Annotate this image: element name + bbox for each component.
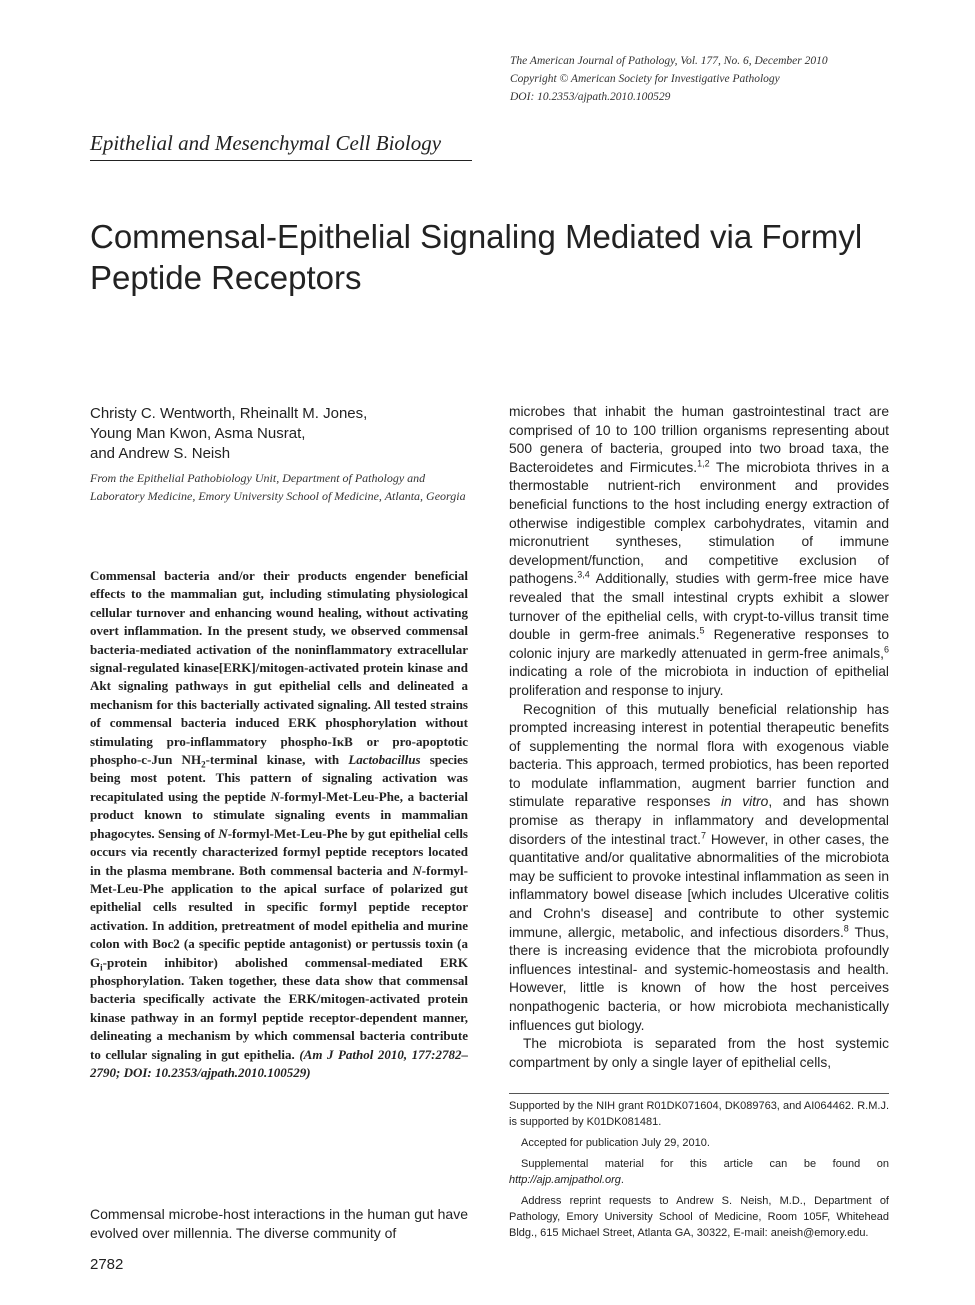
italic-n: N — [270, 788, 280, 804]
body-text: indicating a role of the microbiota in induction of epithelial proliferation and response to injury. — [509, 664, 889, 698]
footnotes — [509, 1098, 889, 1246]
italic-n: N — [412, 862, 422, 878]
species-name: Lactobacillus — [348, 752, 421, 768]
abstract-text: -formyl-Met-Leu-Phe, a bacterial product known to stimulate signaling events in mammalian phagocytes. Sensing of — [90, 788, 468, 841]
section-heading: Epithelial and Mesenchymal Cell Biology — [90, 131, 442, 155]
body-text: Regenerative responses to colonic injury are markedly attenuated in germ-free animals, — [509, 627, 889, 661]
reference-marker: 1,2 — [697, 458, 710, 469]
subscript: 2 — [201, 759, 206, 770]
journal-header — [510, 52, 930, 106]
page-number: 2782 — [90, 1256, 124, 1273]
body-text: microbes that inhabit the human gastrointestinal tract are comprised of 10 to 100 trillion organisms representing about 500 genera of bacteria, grouped into two broad taxa, the Bacteroidetes and Firmicutes. — [509, 404, 889, 475]
abstract-text: species being most potent. This pattern of signaling activation was recapitulated using the peptide — [90, 752, 468, 804]
subscript: i — [100, 962, 103, 973]
footnote-text: . — [620, 1174, 624, 1186]
body-paragraph: The microbiota is separated from the host systemic compartment by only a single layer of epithelial cells, — [509, 1036, 889, 1070]
reference-marker: 5 — [699, 625, 705, 636]
section-underline — [90, 160, 472, 161]
body-text: Thus, there is increasing evidence that the microbiota profoundly influences intestinal- and systemic-homeostasis and health. However, little is known of how the host perceives nonpathogenic bacteria, or how microbiota mechanistically influences gut biology. — [509, 924, 889, 1033]
footnote-text: Supplemental material for this article can be found on — [521, 1158, 889, 1170]
italic-n: N — [218, 825, 228, 841]
abstract-citation: (Am J Pathol 2010, 177:2782–2790; DOI: 10.2353/ajpath.2010.100529) — [90, 1046, 469, 1080]
footnote-supplemental — [509, 1156, 889, 1188]
footnote-accepted: Accepted for publication July 29, 2010. — [521, 1137, 710, 1149]
body-column-right — [509, 403, 889, 1072]
author-line: Young Man Kwon, Asma Nusrat, — [90, 425, 306, 442]
reference-marker: 8 — [843, 923, 849, 934]
article-title: Commensal-Epithelial Signaling Mediated via Formyl Peptide Receptors — [90, 218, 863, 296]
journal-citation: The American Journal of Pathology, Vol. 177, No. 6, December 2010 — [510, 55, 828, 67]
author-line: and Andrew S. Neish — [90, 445, 231, 462]
body-text: The microbiota thrives in a thermostable nutrient-rich environment and provides beneficial functions to the host including energy extraction of otherwise indigestible complex carbohydrates, vitamin and micronutrient syntheses, stimulation of immune development/function, and competitive exclusion of pathogens. — [509, 459, 889, 587]
intro-paragraph: Commensal microbe-host interactions in the human gut have evolved over millennia. The diverse community of — [90, 1206, 468, 1241]
footnote-address: Address reprint requests to Andrew S. Neish, M.D., Department of Pathology, Emory University School of Medicine, Room 105F, Whitehead Bldg., 615 Michael Street, Atlanta GA, 30322, E-mail: aneish@emory.edu. — [509, 1195, 889, 1239]
footnote-support: Supported by the NIH grant R01DK071604, DK089763, and AI064462. R.M.J. is supported by K01DK081481. — [509, 1100, 889, 1128]
abstract — [90, 567, 468, 1082]
abstract-text: Commensal bacteria and/or their products engender beneficial effects to the mammalian gut, including stimulating physiological cellular turnover and enhancing wound healing, without activating overt inflammation. In the present study, we observed commensal bacteria-mediated activation of the noninflammatory extracellular signal-regulated kinase[ERK]/mitogen-activated protein kinase and Akt signaling pathways in gut epithelial cells and delineated a mechanism for this bacterially activated signaling. All tested strains of commensal bacteria induced ERK phosphorylation without stimulating pro-inflammatory phospho-IκB or pro-apoptotic phospho-c-Jun NH — [90, 568, 468, 768]
footnote-divider — [509, 1093, 889, 1094]
body-text: Recognition of this mutually beneficial relationship has prompted increasing interest in potential therapeutic benefits of supplementing the normal flora with exogenous viable bacteria. This approach, termed probiotics, has been reported to modulate inflammation, augment barrier function and stimulate reparative responses — [509, 701, 889, 810]
italic-term: in vitro — [720, 794, 769, 810]
abstract-text: -formyl-Met-Leu-Phe by gut epithelial cells occurs via recently characterized formyl peptide receptors located in the plasma membrane. Both commensal bacteria and — [90, 825, 468, 878]
body-text: , and has shown promise as therapy in inflammatory and developmental disorders of the intestinal tract. — [509, 794, 890, 847]
author-affiliation: From the Epithelial Pathobiology Unit, Department of Pathology and Laboratory Medicine, Emory University School of Medicine, Atlanta, Georgia — [90, 471, 466, 503]
journal-copyright: Copyright © American Society for Investigative Pathology — [510, 73, 780, 85]
body-paragraph — [509, 403, 889, 701]
abstract-text: -protein inhibitor) abolished commensal-mediated ERK phosphorylation. Taken together, these data show that commensal bacteria specifically activate the ERK/mitogen-activated protein kinase pathway in an formyl peptide receptor-dependent manner, delineating a mechanism by which commensal bacteria contribute to cellular signaling in gut epithelia. — [90, 954, 468, 1062]
body-text: Additionally, studies with germ-free mice have revealed that the small intestinal crypts exhibit a slower turnover of the epithelial cells, with crypt-to-villus transit time double in germ-free animals. — [509, 571, 889, 643]
abstract-text: -terminal kinase, with — [205, 752, 349, 768]
body-text: However, in other cases, the quantitative and/or qualitative abnormalities of the microbiota may be sufficient to provoke intestinal inflammation as seen in inflammatory bowel disease [which includes Ulcerative colitis and Crohn's disease] and contribute to other systemic immune, allergic, metabolic, and infectious disorders. — [509, 831, 889, 940]
reference-marker: 3,4 — [577, 569, 590, 580]
reference-marker: 7 — [700, 830, 706, 841]
author-list — [90, 404, 470, 464]
reference-marker: 6 — [883, 644, 889, 655]
journal-doi: DOI: 10.2353/ajpath.2010.100529 — [510, 91, 671, 103]
body-paragraph — [509, 701, 889, 1036]
abstract-text: -formyl-Met-Leu-Phe application to the apical surface of polarized gut epithelial cells resulted in specific formyl peptide receptor activation. In addition, pretreatment of model epithelia and murine colon with Boc2 (a specific peptide antagonist) or pertussis toxin (a G — [90, 862, 468, 970]
supplemental-link[interactable]: http://ajp.amjpathol.org — [509, 1174, 621, 1186]
author-line: Christy C. Wentworth, Rheinallt M. Jones, — [90, 405, 368, 422]
